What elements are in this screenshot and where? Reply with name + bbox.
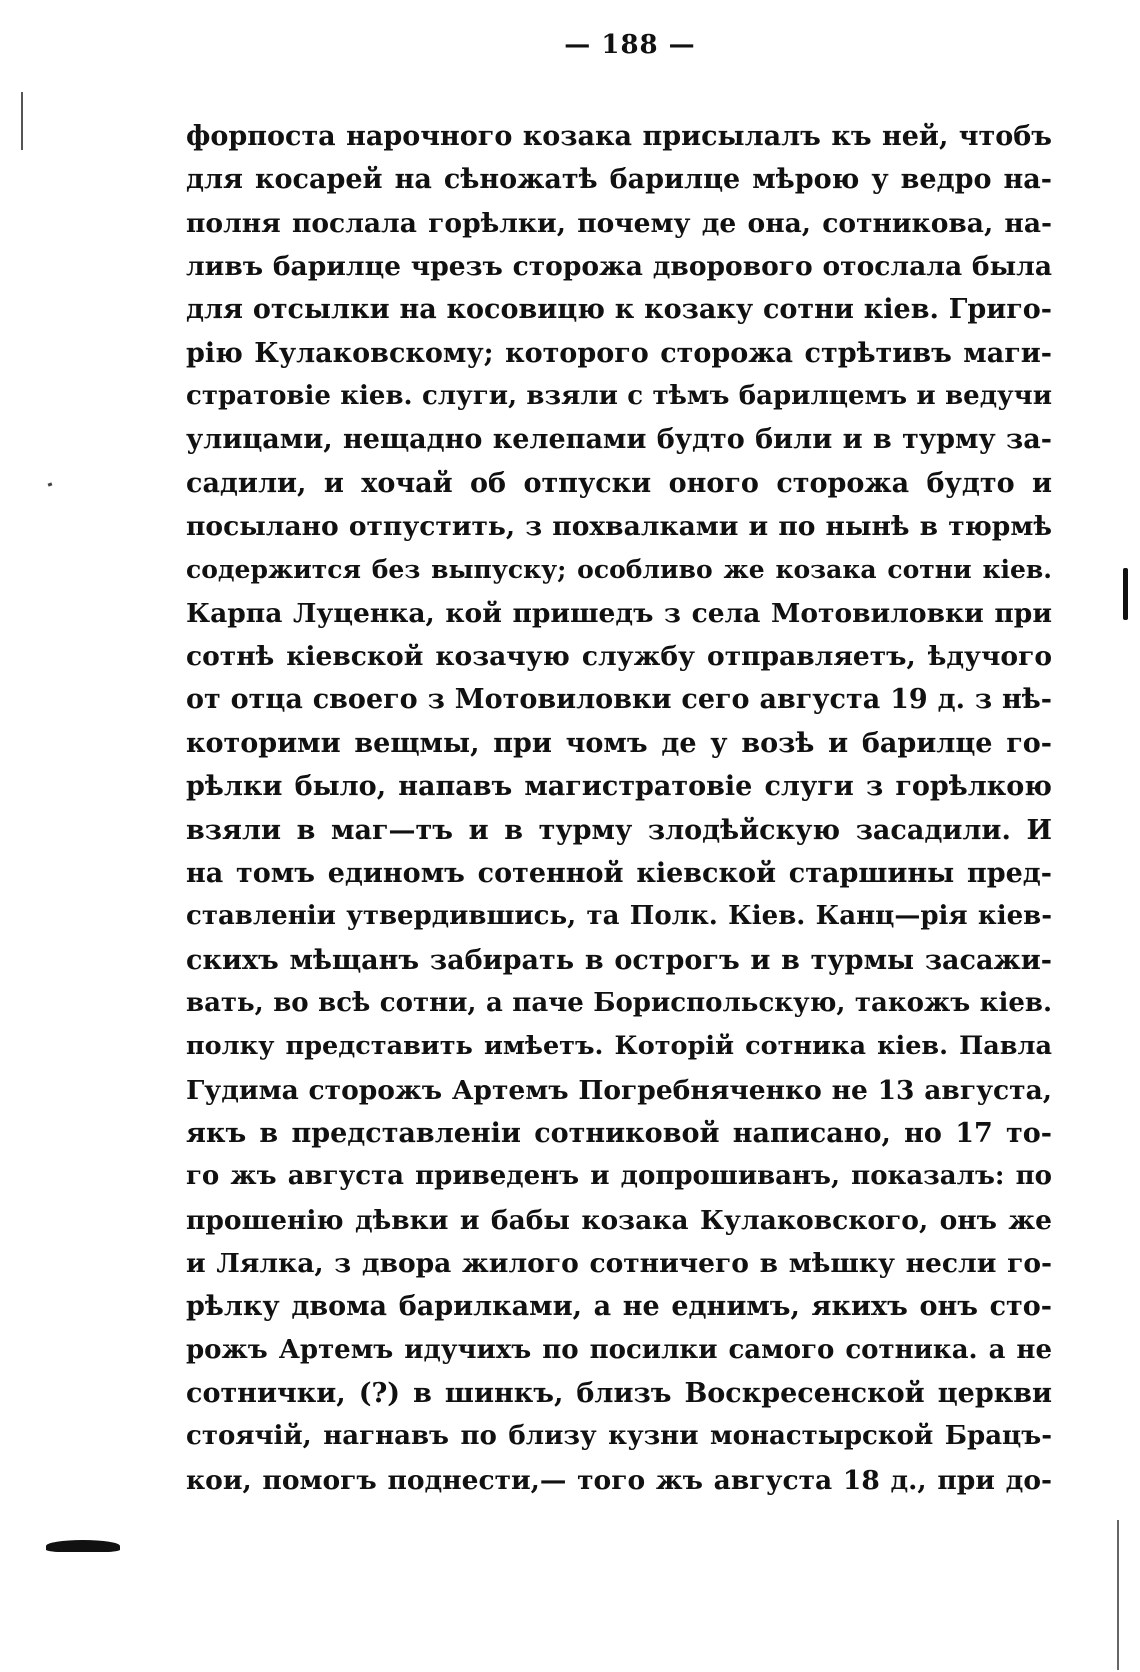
text-line: рѣлку двома барилками, а не еднимъ, якихъ онъ сто- bbox=[186, 1291, 1052, 1323]
text-line: от отца своего з Мотовиловки сего августа 19 д. з нѣ- bbox=[186, 684, 1052, 716]
text-line: якъ в представленіи сотниковой написано, но 17 то- bbox=[186, 1117, 1052, 1149]
text-line: полку представить имѣетъ. Которій сотника кіев. Павла bbox=[186, 1031, 1052, 1062]
text-line: стоячій, нагнавъ по близу кузни монастырской Брацъ- bbox=[186, 1421, 1052, 1452]
scan-margin-mark bbox=[1117, 1520, 1119, 1670]
text-line: форпоста нарочного козака присылалъ къ ней, чтобъ bbox=[186, 121, 1052, 152]
text-line: сотнички, (?) в шинкъ, близъ Воскресенской церкви bbox=[186, 1377, 1052, 1409]
text-line: Гудима сторожъ Артемъ Погребняченко не 13 августа, bbox=[186, 1074, 1052, 1106]
text-line: вать, во всѣ сотни, а паче Бориспольскую, такожъ кіев. bbox=[186, 987, 1052, 1018]
ink-smudge bbox=[46, 1540, 120, 1552]
text-line: кои, помогъ поднести,— того жъ августа 18 д., при до- bbox=[186, 1464, 1052, 1496]
text-line: рѣлки было, напавъ магистратовіе слуги з горѣлкою bbox=[186, 771, 1052, 803]
text-line: ливъ барилце чрезъ сторожа двоpового отослала была bbox=[186, 251, 1052, 283]
text-line: скихъ мѣщанъ забирать в острогъ и в турмы засажи- bbox=[186, 944, 1052, 976]
text-line: Карпа Луценка, кой пришедъ з села Мотовиловки при bbox=[186, 597, 1052, 629]
text-line: прошенію дѣвки и бабы козака Кулаковского, онъ же bbox=[186, 1204, 1052, 1236]
text-line: стратовіе кіев. слуги, взяли с тѣмъ барилцемъ и ведучи bbox=[186, 381, 1052, 412]
scan-margin-mark bbox=[21, 92, 23, 150]
text-line: которими вещмы, при чомъ де у возѣ и барилце го- bbox=[186, 727, 1052, 759]
text-line: посылано отпустить, з похвалками и по нынѣ в тюрмѣ bbox=[186, 511, 1052, 543]
text-line: го жъ августа приведенъ и допрошиванъ, показалъ: по bbox=[186, 1161, 1052, 1192]
text-line: на томъ единомъ сотенной кіевской старшины пред- bbox=[186, 857, 1052, 889]
body-text bbox=[186, 115, 1052, 1502]
scan-speck bbox=[48, 482, 53, 486]
scan-margin-mark bbox=[1123, 568, 1128, 620]
text-line: сотнѣ кіевской козачую службу отправляетъ, ѣдучого bbox=[186, 641, 1052, 673]
page-number: — 188 — bbox=[564, 30, 696, 60]
text-line: и Лялка, з двора жилого сотничего в мѣшку несли го- bbox=[186, 1247, 1052, 1279]
text-line: улицами, нещадно келепами будто били и в турму за- bbox=[186, 424, 1052, 456]
text-line: рію Кулаковскому; которого сторожа стрѣтивъ маги- bbox=[186, 337, 1052, 369]
text-line: садили, и хочай об отпуски оного сторожа будто и bbox=[186, 467, 1052, 499]
text-line: содержится без выпуску; особливо же козака сотни кіев. bbox=[186, 555, 1052, 585]
text-line: взяли в маг—тъ и в турму злодѣйскую засадили. И bbox=[186, 814, 1052, 846]
text-line: для отсылки на косовицю к козаку сотни кіев. Григо- bbox=[186, 294, 1052, 326]
text-line: полня послала горѣлки, почему де она, сотникова, на- bbox=[186, 207, 1052, 239]
text-line: рожъ Артемъ идучихъ по посилки самого сотника. а не bbox=[186, 1334, 1052, 1365]
text-line: ставленіи утвердившись, та Полк. Кіев. Канц—рія кіев- bbox=[186, 901, 1052, 932]
text-line: для косарей на сѣножатѣ барилце мѣрою у ведро на- bbox=[186, 164, 1052, 196]
